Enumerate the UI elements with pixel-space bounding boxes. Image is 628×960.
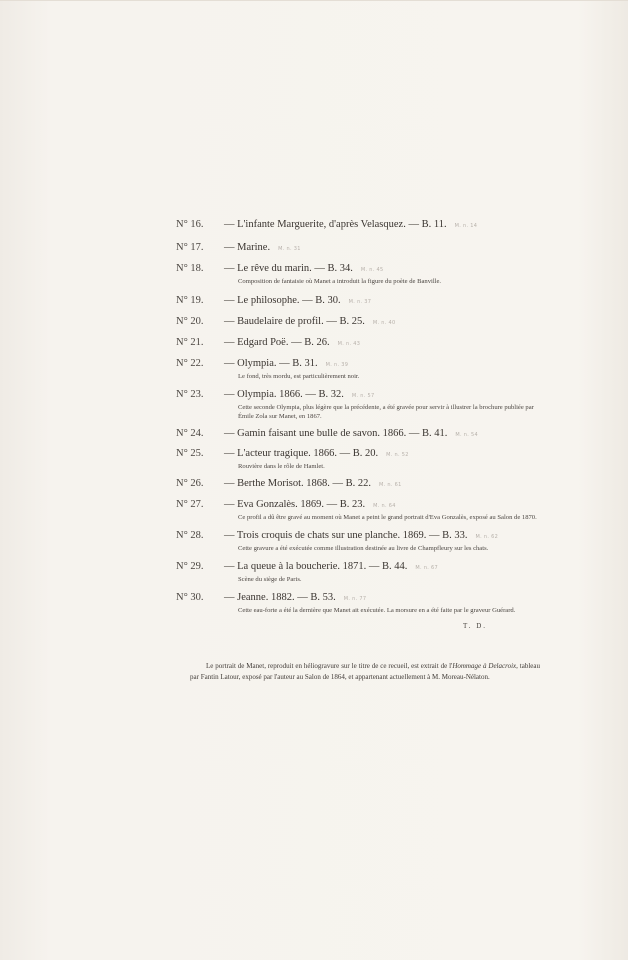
entry-number: N° 30.	[176, 592, 204, 603]
entry-note: Cette gravure a été exécutée comme illustration destinée au livre de Champfleury sur les chats.	[238, 545, 489, 552]
pencil-annotation: M. n. 62	[475, 534, 499, 540]
entry-number: N° 23.	[176, 389, 204, 400]
catalogue-entry	[176, 427, 536, 442]
pencil-annotation: M. n. 67	[415, 565, 439, 571]
entry-title: — Le rêve du marin. — B. 34.	[224, 263, 353, 274]
pencil-annotation: M. n. 43	[337, 341, 361, 347]
entry-title: — L'acteur tragique. 1866. — B. 20.	[224, 448, 379, 459]
entry-number: N° 24.	[176, 428, 204, 439]
entry-number: N° 16.	[176, 219, 204, 230]
pencil-annotation: M. n. 45	[360, 267, 384, 273]
footer-italic-title: Hommage à Delacroix	[452, 662, 517, 670]
entry-title: — Gamin faisant une bulle de savon. 1866. — B. 41.	[224, 428, 448, 439]
entry-note: Ce profil a dû être gravé au moment où Manet a peint le grand portrait d'Eva Gonzalès, exposé au Salon de 1870.	[238, 514, 537, 521]
entry-title: — Trois croquis de chats sur une planche. 1869. — B. 33.	[224, 530, 468, 541]
pencil-annotation: M. n. 77	[343, 596, 367, 602]
catalogue-entry	[176, 315, 536, 330]
entry-title: — Olympia. — B. 31.	[224, 358, 318, 369]
entry-number: N° 21.	[176, 337, 204, 348]
entry-title: — Marine.	[224, 242, 271, 253]
catalogue-entry	[176, 388, 536, 421]
entry-note: Cette seconde Olympia, plus légère que la précédente, a été gravée pour servir à illustrer la brochure publiée par Émile Zola sur Manet, en 1867.	[238, 404, 534, 420]
catalogue-entry	[176, 294, 536, 309]
entry-title: — Baudelaire de profil. — B. 25.	[224, 316, 365, 327]
catalogue-entry	[176, 498, 536, 522]
entry-note: Cette eau-forte a été la dernière que Manet ait exécutée. La morsure en a été faite par le graveur Guérard.	[238, 607, 516, 614]
entry-title: — Berthe Morisot. 1868. — B. 22.	[224, 478, 371, 489]
entry-number: N° 26.	[176, 478, 204, 489]
entry-note: Scène du siège de Paris.	[238, 576, 302, 583]
pencil-annotation: M. n. 61	[379, 482, 402, 488]
entry-title: — Le philosophe. — B. 30.	[224, 295, 341, 306]
catalogue-entry	[176, 447, 536, 471]
catalogue-entry	[176, 477, 536, 492]
catalogue-entry	[176, 560, 536, 584]
pencil-annotation: M. n. 37	[348, 299, 372, 305]
entry-note: Rouvière dans le rôle de Hamlet.	[238, 463, 325, 470]
entry-number: N° 20.	[176, 316, 204, 327]
entry-title: — L'infante Marguerite, d'après Velasquez. — B. 11.	[224, 219, 447, 230]
pencil-annotation: M. n. 52	[386, 452, 409, 458]
footer-note	[190, 661, 540, 683]
pencil-annotation: M. n. 40	[372, 320, 396, 326]
catalogue-entry	[176, 218, 536, 233]
catalogue-entry	[176, 336, 536, 351]
pencil-annotation: M. n. 64	[373, 503, 396, 509]
author-initials: T. D.	[463, 622, 488, 630]
entry-title: — Eva Gonzalès. 1869. — B. 23.	[224, 499, 366, 510]
entry-note: Le fond, très mordu, est particulièrement noir.	[238, 373, 360, 380]
pencil-annotation: M. n. 31	[278, 246, 301, 252]
catalogue-entry	[176, 529, 536, 553]
entry-number: N° 28.	[176, 530, 204, 541]
entry-number: N° 27.	[176, 499, 204, 510]
pencil-annotation: M. n. 54	[455, 432, 478, 438]
entry-number: N° 17.	[176, 242, 204, 253]
entry-number: N° 25.	[176, 448, 204, 459]
footer-text-end: , tableau par Fantin Latour, exposé par l'auteur au Salon de 1864, et appartenant actuellement à M. Moreau-Nélaton.	[190, 662, 540, 681]
entry-note: Composition de fantaisie où Manet a introduit la figure du poète de Banville.	[238, 278, 442, 285]
entry-title: — Olympia. 1866. — B. 32.	[224, 389, 344, 400]
catalogue-list	[176, 218, 536, 615]
entry-title: — Jeanne. 1882. — B. 53.	[224, 592, 336, 603]
entry-number: N° 19.	[176, 295, 204, 306]
entry-number: N° 29.	[176, 561, 204, 572]
pencil-annotation: M. n. 57	[351, 393, 375, 399]
catalogue-entry	[176, 241, 536, 256]
entry-number: N° 18.	[176, 263, 204, 274]
entry-number: N° 22.	[176, 358, 204, 369]
footer-text-start: Le portrait de Manet, reproduit en héliogravure sur le titre de ce recueil, est extrait de l'	[206, 662, 453, 670]
catalogue-entry	[176, 262, 536, 286]
catalogue-entry	[176, 357, 536, 381]
entry-title: — Edgard Poë. — B. 26.	[224, 337, 330, 348]
pencil-annotation: M. n. 14	[454, 223, 478, 229]
catalogue-entry	[176, 591, 536, 615]
pencil-annotation: M. n. 39	[325, 362, 349, 368]
entry-title: — La queue à la boucherie. 1871. — B. 44.	[224, 561, 408, 572]
paper-edge	[0, 0, 628, 1]
